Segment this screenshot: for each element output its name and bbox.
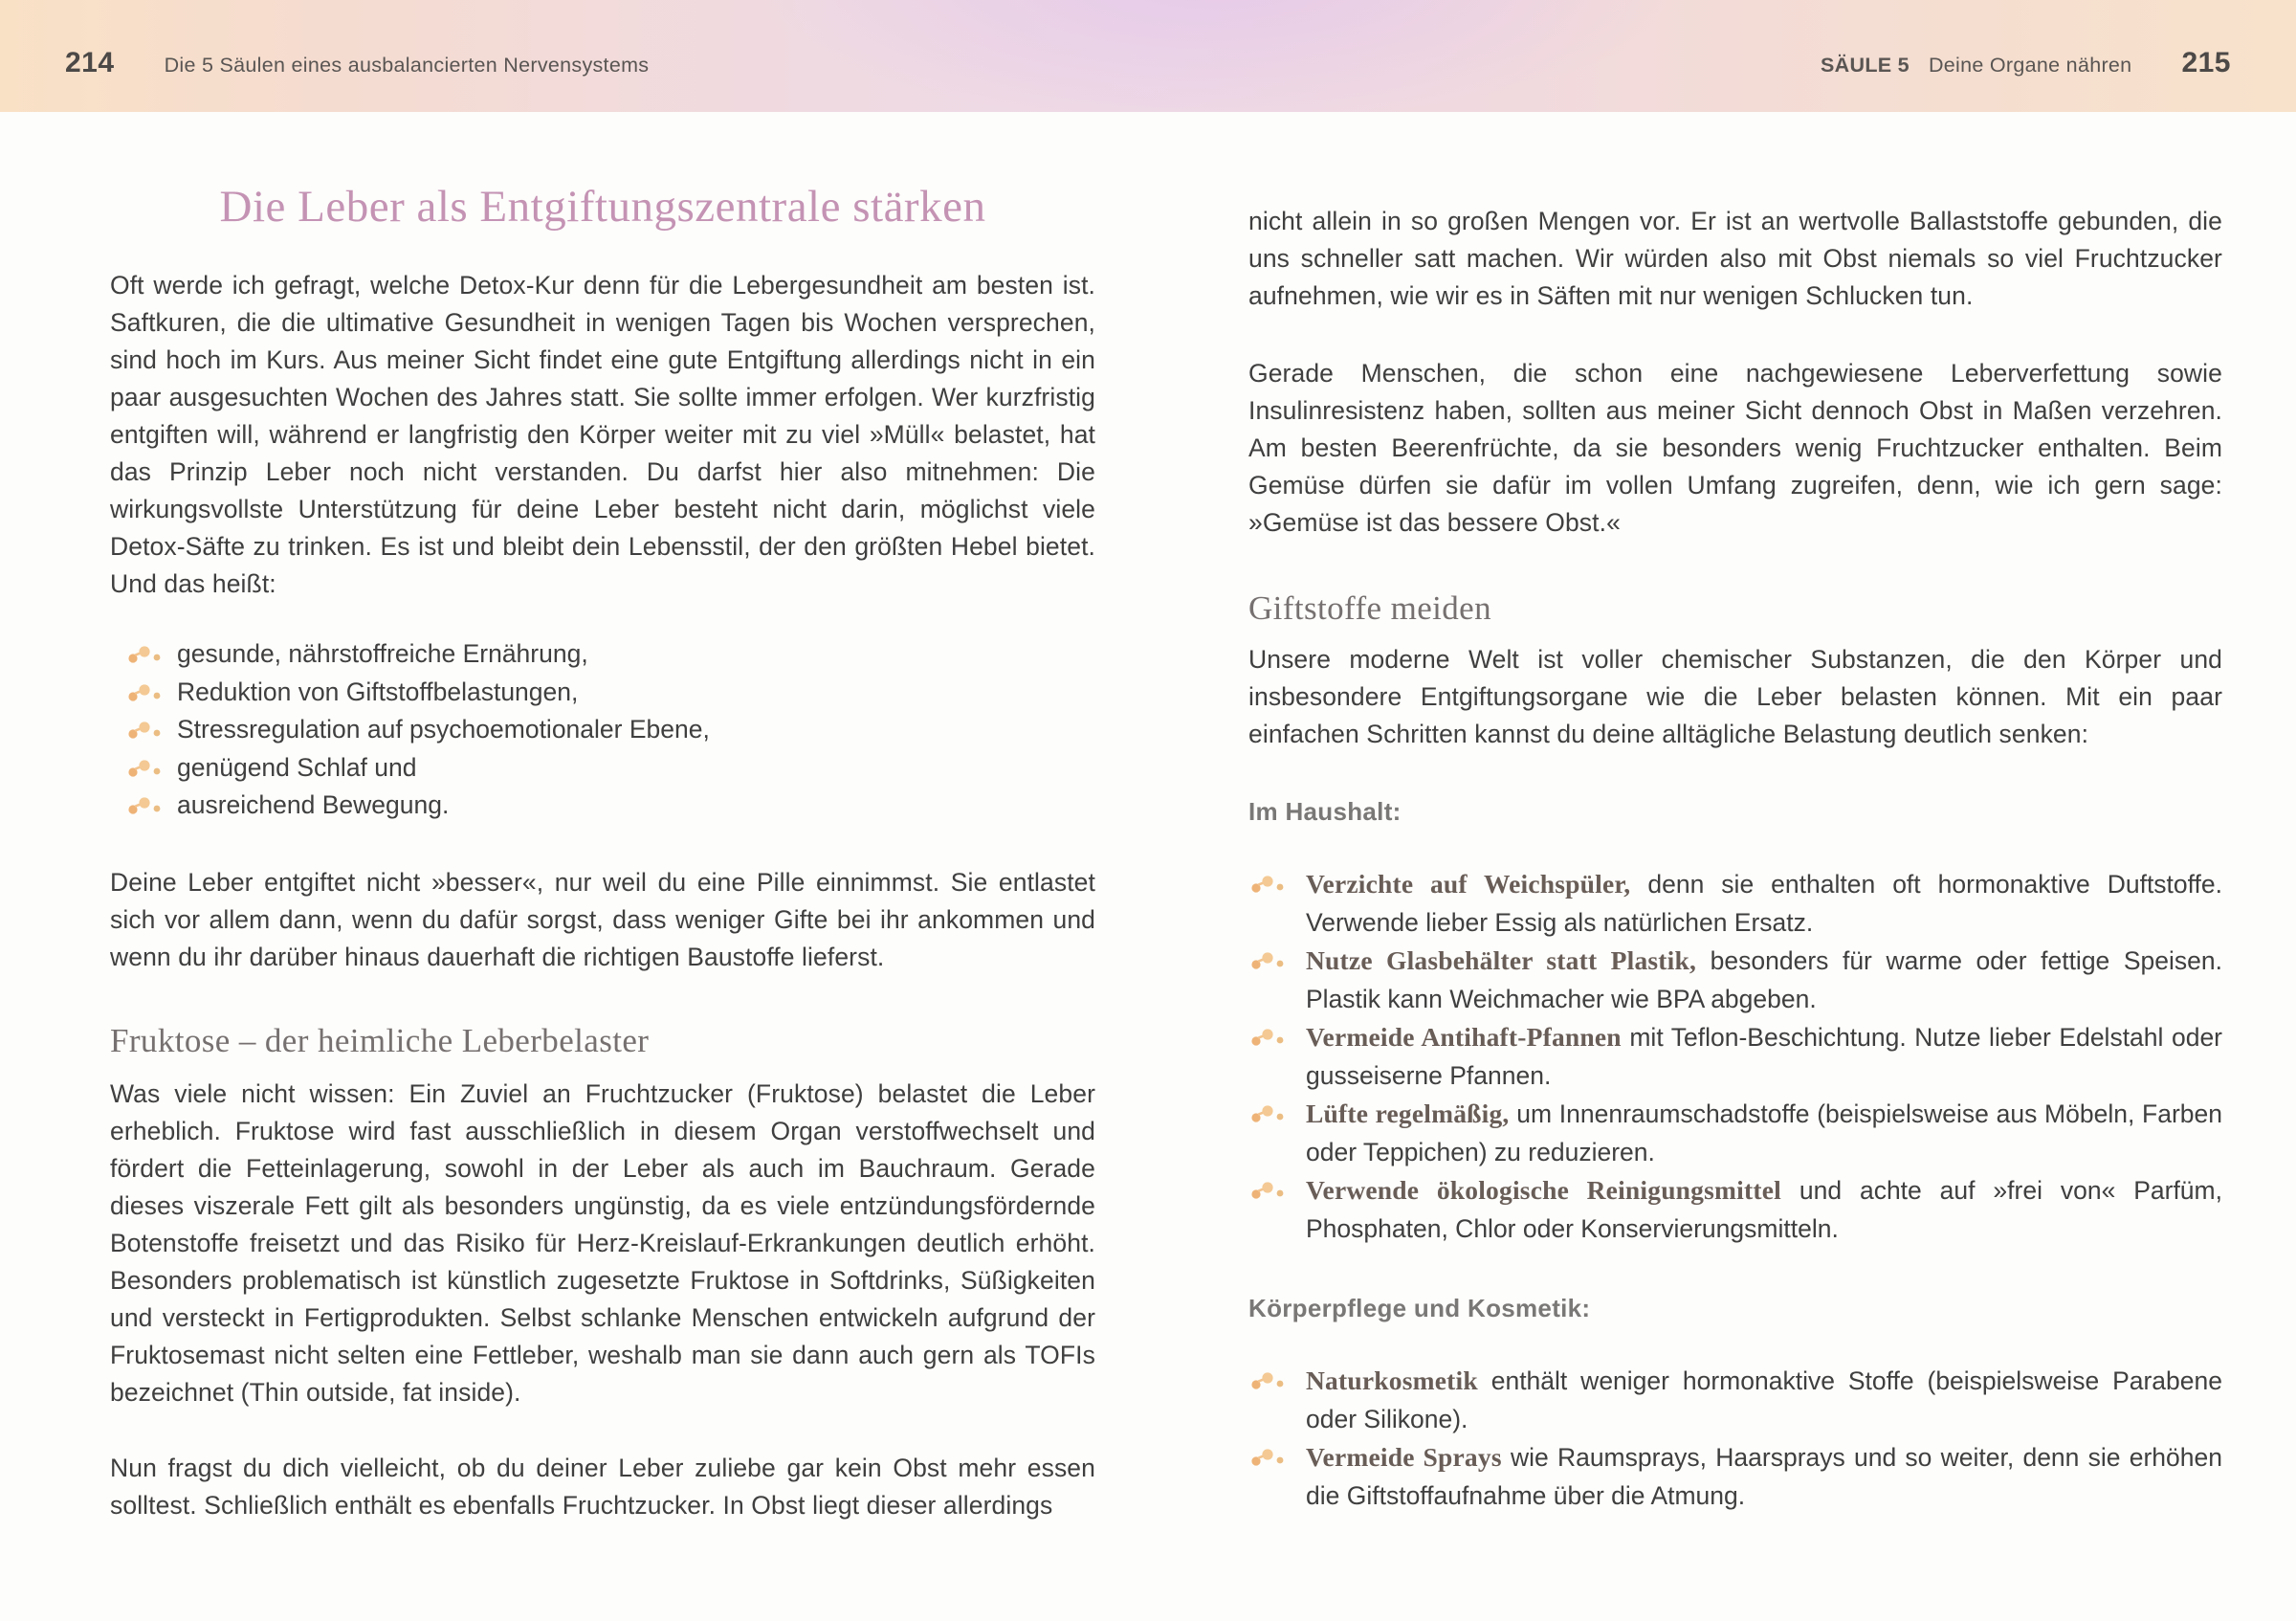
- paragraph: Was viele nicht wissen: Ein Zuviel an Fruchtzucker (Fruktose) belastet die Leber erheblich. Fruktose wird fast ausschließlich in diesem Organ verstoffwechselt und fördert die Fetteinlagerung, sowohl in der Leber als auch im Bauchraum. Gerade dieses viszerale Fett gilt als besonders ungünstig, da es viele entzündungsfördernde Botenstoffe freisetzt und das Risiko für Herz-Kreislauf-Erkrankungen deutlich erhöht. Besonders problematisch ist künstlich zugesetzte Fruktose in Softdrinks, Süßigkeiten und versteckt in Fertigprodukten. Selbst schlanke Menschen entwickeln aufgrund der Fruktosemast nicht selten eine Fettleber, weshalb man sie dann auch gern als TOFIs bezeichnet (Thin outside, fat inside).: [110, 1079, 1095, 1408]
- list-item: [110, 635, 1095, 673]
- dots-bullet-icon: [1250, 1027, 1289, 1050]
- household-label: Im Haushalt:: [1248, 797, 1402, 826]
- bullet-body-text: und achte auf »frei von« Parfüm, Phosphaten, Chlor oder Konservierungsmitteln.: [1306, 1176, 2222, 1243]
- bullet-body-text: mit Teflon-Beschichtung. Nutze lieber Edelstahl oder gusseiserne Pfannen.: [1306, 1023, 2223, 1090]
- list-item-text: genügend Schlaf und: [177, 752, 417, 782]
- right-page-column: [1248, 112, 2222, 1515]
- bullet-lead-text: Naturkosmetik: [1306, 1366, 1478, 1395]
- left-page-column: [110, 112, 1095, 1524]
- list-item-text: gesunde, nährstoffreiche Ernährung,: [177, 639, 588, 669]
- right-running-label: SÄULE 5: [1821, 53, 1910, 77]
- care-bullet-list: [1248, 1362, 2222, 1515]
- right-page-number: 215: [2181, 46, 2231, 78]
- household-bullet-list: [1248, 865, 2222, 1248]
- left-running-title: Die 5 Säulen eines ausbalancierten Nervensystems: [164, 53, 650, 77]
- dots-bullet-icon: [127, 682, 166, 705]
- list-item-text: Stressregulation auf psychoemotionaler Ebene,: [177, 715, 710, 744]
- pillars-bullet-list: [110, 635, 1095, 824]
- chapter-title: Die Leber als Entgiftungszentrale stärken: [219, 182, 986, 232]
- bullet-body-text: denn sie enthalten oft hormonaktive Duftstoffe. Verwende lieber Essig als natürlichen Ersatz.: [1306, 870, 2222, 937]
- bullet-lead-text: Nutze Glasbehälter statt Plastik,: [1306, 945, 1697, 975]
- bullet-lead-text: Vermeide Sprays: [1306, 1442, 1502, 1472]
- dots-bullet-icon: [127, 720, 166, 743]
- header-left: [65, 47, 649, 79]
- bullet-lead-text: Vermeide Antihaft-Pfannen: [1306, 1022, 1622, 1052]
- list-item: [1248, 1438, 2222, 1515]
- bullet-body-text: um Innenraumschadstoffe (beispielsweise aus Möbeln, Farben oder Teppichen) zu reduzieren.: [1306, 1099, 2222, 1166]
- header-gradient-band: [0, 0, 2296, 112]
- list-item-text: ausreichend Bewegung.: [177, 790, 450, 820]
- paragraph: nicht allein in so großen Mengen vor. Er ist an wertvolle Ballaststoffe gebunden, die uns schneller satt machen. Wir würden also mit Obst niemals so viel Fruchtzucker aufnehmen, wie wir es in Säften mit nur wenigen Schlucken tun.: [1248, 207, 2222, 310]
- dots-bullet-icon: [1250, 950, 1289, 973]
- dots-bullet-icon: [1250, 1370, 1289, 1393]
- running-header: [0, 0, 2296, 112]
- bullet-body-text: besonders für warme oder fettige Speisen. Plastik kann Weichmacher wie BPA abgeben.: [1306, 946, 2222, 1013]
- bullet-lead-text: Lüfte regelmäßig,: [1306, 1099, 1510, 1128]
- dots-bullet-icon: [1250, 1103, 1289, 1126]
- header-right: [1821, 47, 2231, 79]
- list-item: [1248, 1171, 2222, 1248]
- care-label: Körperpflege und Kosmetik:: [1248, 1294, 1591, 1322]
- list-item: [1248, 942, 2222, 1018]
- right-running-text: Deine Organe nähren: [1928, 53, 2132, 77]
- list-item: [1248, 1018, 2222, 1095]
- list-item-text: Reduktion von Giftstoffbelastungen,: [177, 677, 579, 706]
- section-heading-giftstoffe: Giftstoffe meiden: [1248, 589, 1492, 627]
- list-item: [1248, 1095, 2222, 1171]
- section-heading-fruktose: Fruktose – der heimliche Leberbelaster: [110, 1022, 650, 1060]
- dots-bullet-icon: [127, 795, 166, 818]
- paragraph: Gerade Menschen, die schon eine nachgewiesene Leberverfettung sowie Insulinresistenz haben, sollten aus meiner Sicht dennoch Obst in Maßen verzehren. Am besten Beerenfrüchte, da sie besonders wenig Fruchtzucker enthalten. Beim Gemüse dürfen sie dafür im vollen Umfang zugreifen, denn, wie ich gern sage: »Gemüse ist das bessere Obst.«: [1248, 359, 2222, 537]
- right-running-title: [1821, 54, 2131, 78]
- paragraph: Deine Leber entgiftet nicht »besser«, nur weil du eine Pille einnimmst. Sie entlastet sich vor allem dann, wenn du dafür sorgst, dass weniger Gifte bei ihr ankommen und wenn du ihr darüber hinaus dauerhaft die richtigen Baustoffe lieferst.: [110, 868, 1095, 972]
- bullet-lead-text: Verzichte auf Weichspüler,: [1306, 869, 1631, 899]
- paragraph: Oft werde ich gefragt, welche Detox-Kur denn für die Lebergesundheit am besten ist. Saftkuren, die die ultimative Gesundheit in wenigen Tagen bis Wochen versprechen, sind hoch im Kurs. Aus meiner Sicht findet eine gute Entgiftung allerdings nicht in ein paar ausgesuchten Wochen des Jahres statt. Sie sollte immer erfolgen. Wer kurzfristig entgiften will, während er langfristig den Körper weiter mit zu viel »Müll« belastet, hat das Prinzip Leber noch nicht verstanden. Du darfst hier also mitnehmen: Die wirkungsvollste Unterstützung für deine Leber besteht nicht darin, möglichst viele Detox-Säfte zu trinken. Es ist und bleibt dein Lebensstil, der den größten Hebel bietet. Und das heißt:: [110, 271, 1095, 599]
- bullet-body-text: enthält weniger hormonaktive Stoffe (beispielsweise Parabene oder Silikone).: [1306, 1366, 2222, 1433]
- dots-bullet-icon: [1250, 1180, 1289, 1203]
- bullet-body-text: wie Raumsprays, Haarsprays und so weiter, denn sie erhöhen die Giftstoffaufnahme über die Atmung.: [1306, 1443, 2222, 1510]
- list-item: [1248, 1362, 2222, 1438]
- list-item: [110, 749, 1095, 787]
- list-item: [110, 674, 1095, 711]
- dots-bullet-icon: [1250, 874, 1289, 897]
- list-item: [1248, 865, 2222, 942]
- list-item: [110, 711, 1095, 748]
- list-item: [110, 787, 1095, 824]
- dots-bullet-icon: [127, 644, 166, 667]
- paragraph: Nun fragst du dich vielleicht, ob du deiner Leber zuliebe gar kein Obst mehr essen solltest. Schließlich enthält es ebenfalls Fruchtzucker. In Obst liegt dieser allerdings: [110, 1454, 1095, 1521]
- paragraph: Unsere moderne Welt ist voller chemischer Substanzen, die den Körper und insbesondere Entgiftungsorgane wie die Leber belasten können. Mit ein paar einfachen Schritten kannst du deine alltägliche Belastung deutlich senken:: [1248, 645, 2222, 748]
- bullet-lead-text: Verwende ökologische Reinigungsmittel: [1306, 1175, 1781, 1205]
- dots-bullet-icon: [1250, 1447, 1289, 1470]
- left-page-number: 214: [65, 46, 115, 78]
- dots-bullet-icon: [127, 758, 166, 781]
